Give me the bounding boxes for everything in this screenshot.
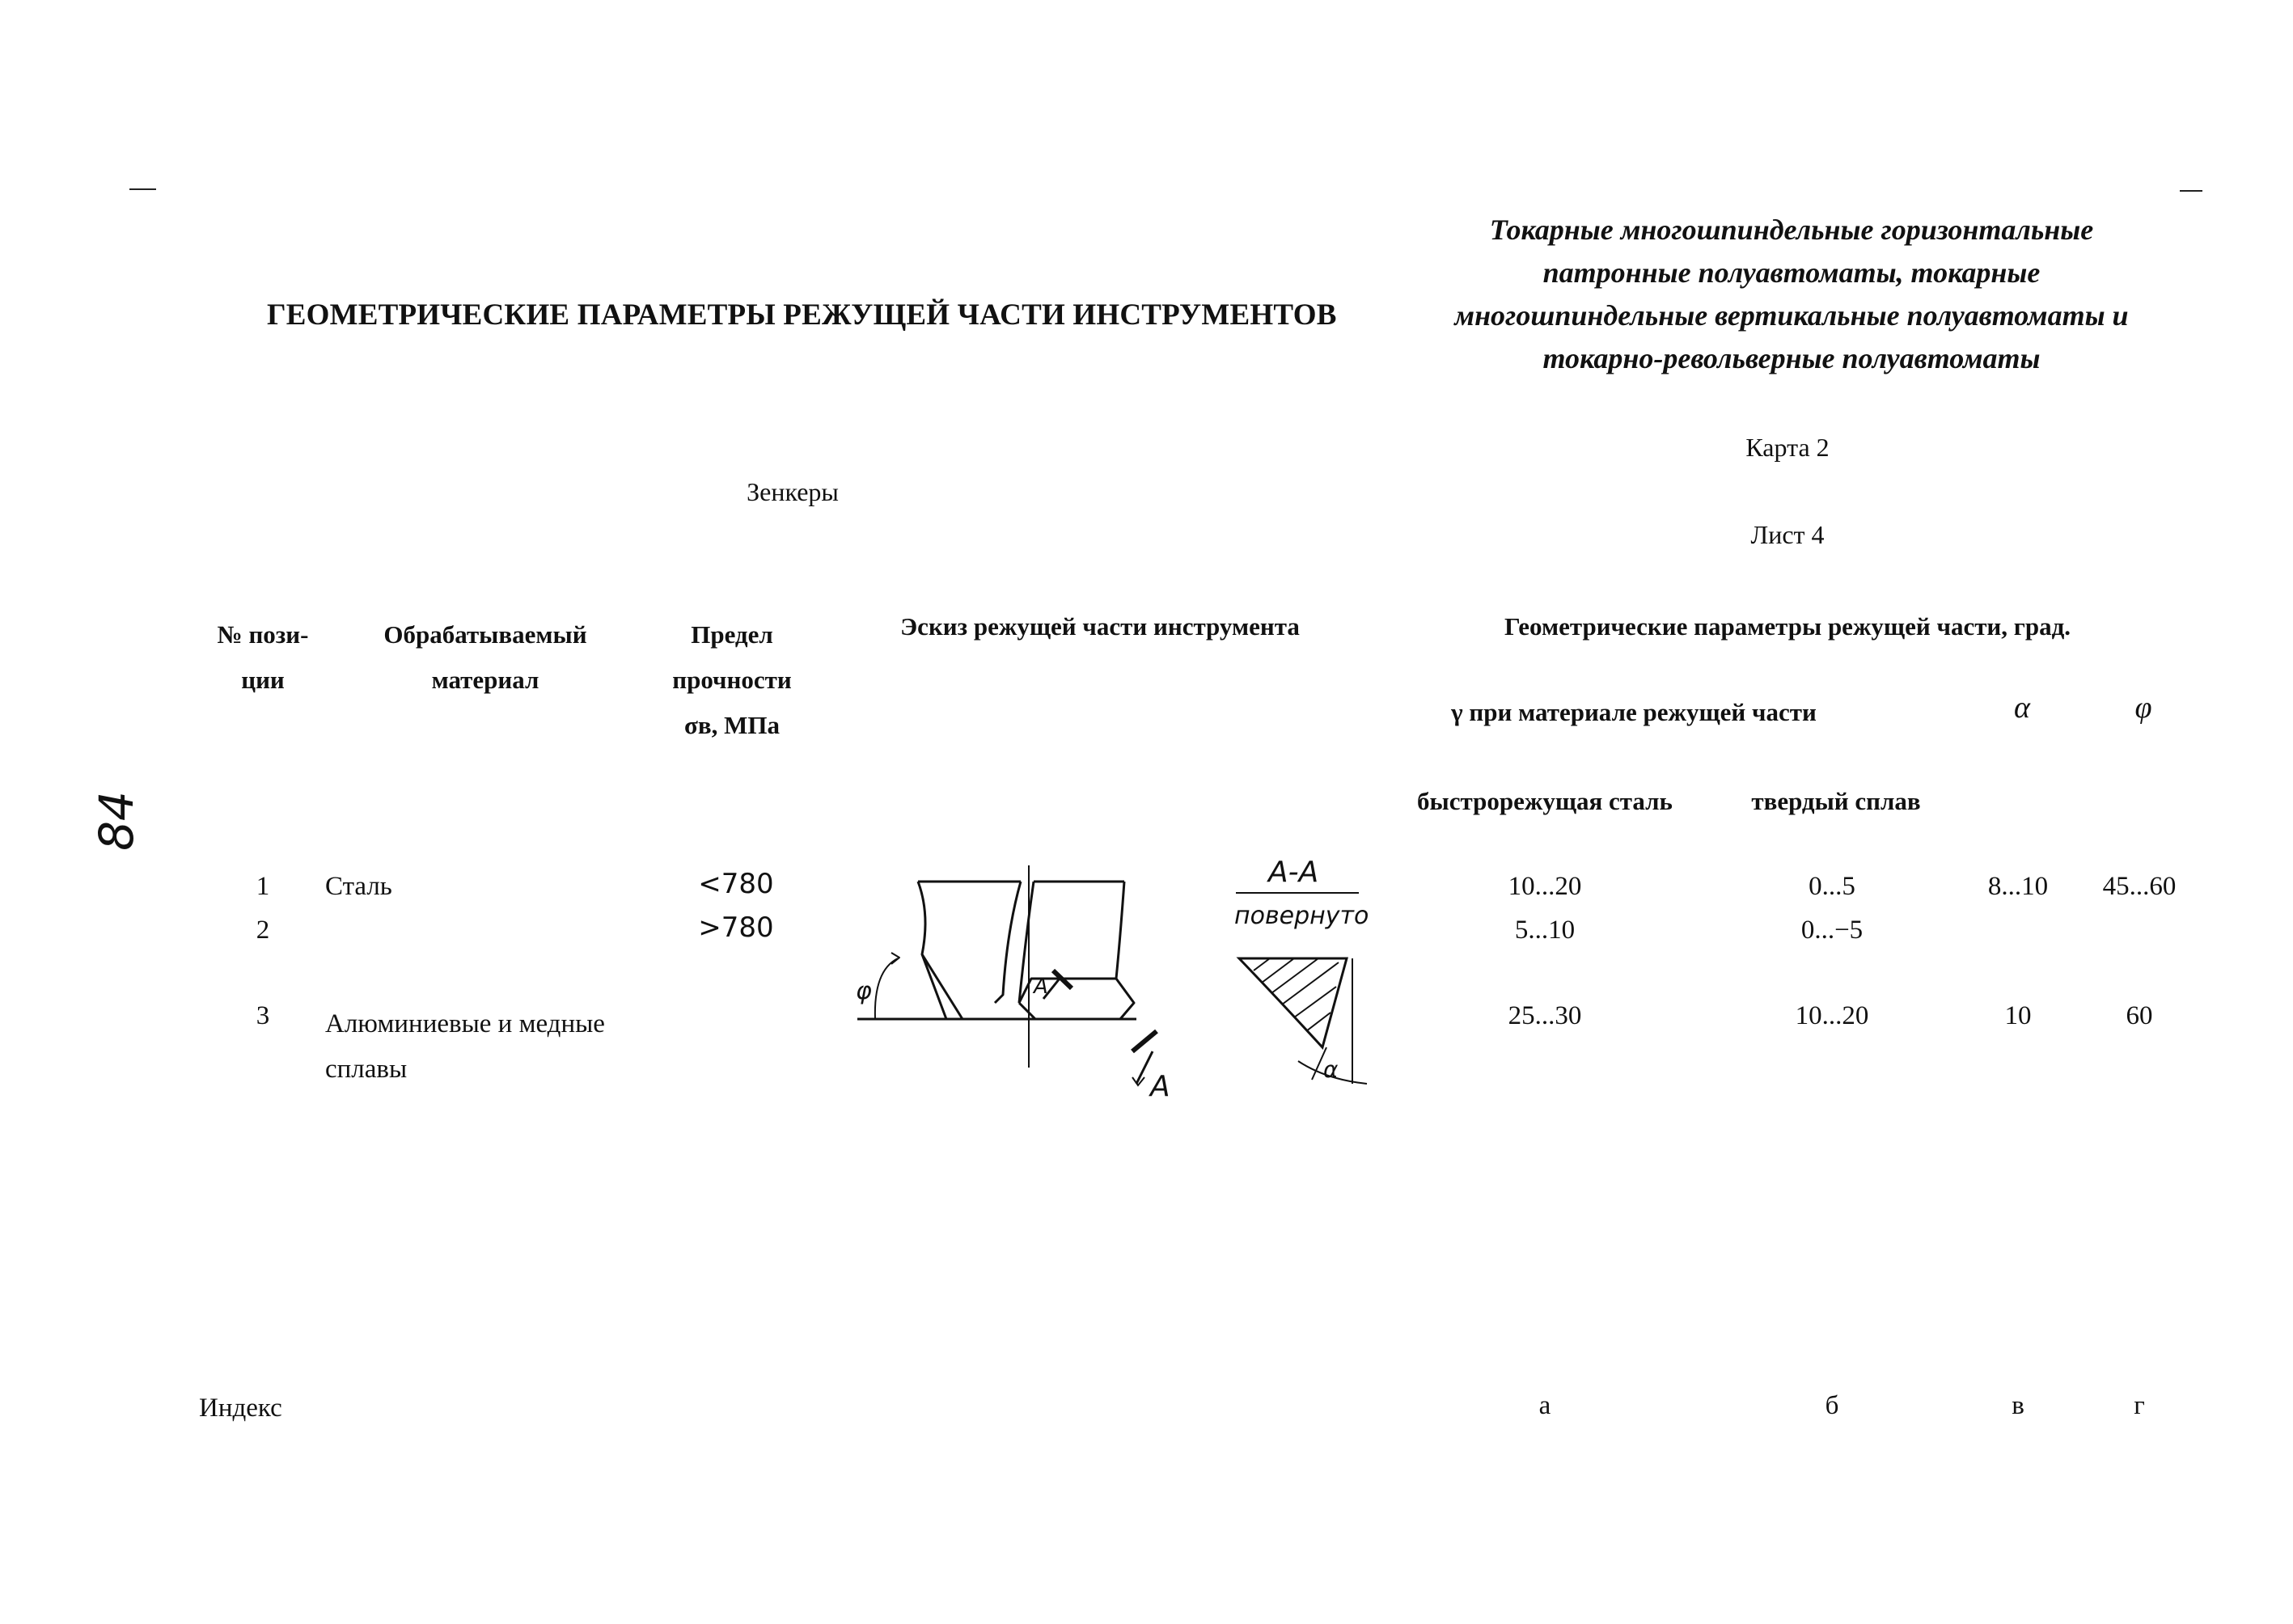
corner-mark-left — [129, 188, 156, 190]
countersink-sketch — [841, 849, 1407, 1124]
machine-title-line: многошпиндельные вертикальные полуавтоматы и — [1454, 299, 2129, 332]
machine-title-line: патронные полуавтоматы, токарные — [1542, 256, 2041, 289]
header-strength: Предел прочности σв, МПа — [672, 620, 792, 739]
row-1-alpha: 8...10 — [1987, 872, 2049, 901]
row-2-strength: >780 — [698, 911, 774, 944]
corner-mark-right — [2180, 190, 2202, 192]
index-label: Индекс — [199, 1394, 282, 1423]
row-3-carbide: 10...20 — [1795, 1001, 1869, 1030]
header-hss: быстрорежущая сталь — [1417, 787, 1673, 815]
row-1-num: 1 — [256, 872, 270, 901]
row-2-num: 2 — [256, 916, 270, 945]
page-number: 84 — [89, 791, 144, 851]
index-a: а — [1538, 1391, 1551, 1420]
row-2-carbide: 0...−5 — [1800, 916, 1864, 945]
header-material: Обрабатываемый материал — [383, 620, 587, 694]
subtitle: Зенкеры — [747, 477, 839, 506]
sheet-number: Лист 4 — [1750, 520, 1825, 549]
header-geometry: Геометрические параметры режущей части, град. — [1504, 612, 2071, 641]
row-3-phi: 60 — [2126, 1001, 2153, 1030]
section-rotated-label: повернуто — [1234, 902, 1369, 930]
section-alpha: α — [1323, 1056, 1339, 1083]
index-b: б — [1825, 1391, 1839, 1420]
row-3-num: 3 — [256, 1001, 270, 1030]
sketch-phi: φ — [856, 977, 872, 1005]
row-1-strength: <780 — [698, 868, 774, 900]
row-1-hss: 10...20 — [1508, 872, 1582, 901]
section-label: А-А — [1268, 856, 1319, 889]
sketch-marker-a: А — [1150, 1070, 1170, 1103]
row-2-hss: 5...10 — [1514, 916, 1576, 945]
main-title: ГЕОМЕТРИЧЕСКИЕ ПАРАМЕТРЫ РЕЖУЩЕЙ ЧАСТИ ИНСТРУМЕНТОВ — [267, 298, 1337, 332]
row-3-hss: 25...30 — [1508, 1001, 1582, 1030]
row-1-carbide: 0...5 — [1809, 872, 1855, 901]
index-v: в — [2012, 1391, 2024, 1420]
header-sketch: Эскиз режущей части инструмента — [900, 612, 1300, 641]
machine-title-line: токарно-револьверные полуавтоматы — [1542, 342, 2041, 374]
row-3-material: Алюминиевые и медные сплавы — [325, 1009, 605, 1084]
machine-title-line: Токарные многошпиндельные горизонтальные — [1489, 214, 2094, 246]
index-g: г — [2134, 1391, 2145, 1420]
header-alpha: α — [2014, 691, 2030, 725]
card-number: Карта 2 — [1745, 433, 1830, 462]
row-1-material: Сталь — [325, 872, 392, 901]
header-position: № пози- ции — [217, 620, 309, 694]
header-phi: φ — [2134, 691, 2152, 725]
row-3-alpha: 10 — [2004, 1001, 2032, 1030]
sketch-marker-a-upper: А — [1034, 975, 1048, 999]
machine-title — [1367, 209, 2216, 380]
header-gamma: γ при материале режущей части — [1451, 698, 1817, 726]
row-1-phi: 45...60 — [2102, 872, 2177, 901]
header-carbide: твердый сплав — [1751, 787, 1921, 815]
